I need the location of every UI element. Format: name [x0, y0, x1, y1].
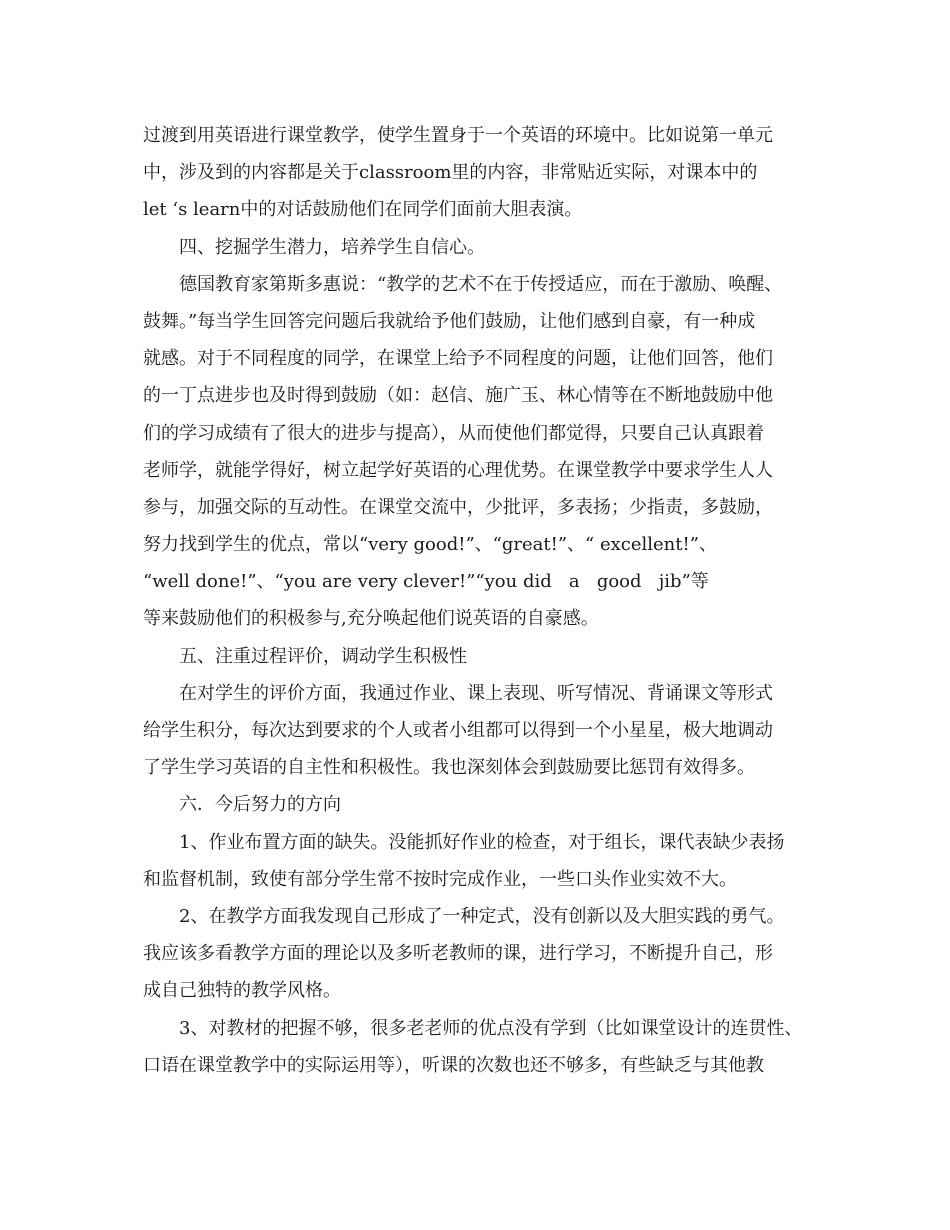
text-line: 在对学生的评价方面，我通过作业、课上表现、听写情况、背诵课文等形式	[179, 682, 773, 704]
text-line: 成自己独特的教学风格。	[143, 980, 341, 1002]
text-line: 3、对教材的把握不够，很多老老师的优点没有学到（比如课堂设计的连贯性、	[179, 1017, 803, 1039]
text-line: 给学生积分，每次达到要求的个人或者小组都可以得到一个小星星，极大地调动	[143, 720, 773, 741]
text-line: 鼓舞。”每当学生回答完问题后我就给予他们鼓励，让他们感到自豪，有一种成	[143, 310, 756, 332]
text-line: 努力找到学生的优点，常以“very good!”、“great!”、“ excellent!”、	[143, 534, 717, 556]
text-line: 参与，加强交际的互动性。在课堂交流中，少批评，多表扬；少指责，多鼓励，	[143, 496, 773, 518]
text-line: 中，涉及到的内容都是关于classroom里的内容，非常贴近实际，对课本中的	[143, 162, 758, 184]
text-line: 1、作业布置方面的缺失。没能抓好作业的检查，对于组长，课代表缺少表扬	[179, 831, 785, 853]
text-line: “well done!”、“you are very clever!”“you did a good jib”等	[143, 571, 709, 593]
section-heading: 六．今后努力的方向	[179, 794, 341, 816]
document-body	[143, 117, 813, 1084]
text-line: 老师学，就能学得好，树立起学好英语的心理优势。在课堂教学中要求学生人人	[143, 459, 773, 481]
text-line: 过渡到用英语进行课堂教学，使学生置身于一个英语的环境中。比如说第一单元	[143, 125, 773, 146]
text-line: 的一丁点进步也及时得到鼓励（如：赵信、施广玉、林心情等在不断地鼓励中他	[143, 385, 773, 407]
text-line: 2、在教学方面我发现自己形成了一种定式，没有创新以及大胆实践的勇气。	[179, 905, 785, 927]
text-line: let ‘s learn中的对话鼓励他们在同学们面前大胆表演。	[143, 199, 583, 221]
text-line: 和监督机制，致使有部分学生常不按时完成作业，一些口头作业实效不大。	[143, 868, 737, 890]
text-line: 了学生学习英语的自主性和积极性。我也深刻体会到鼓励要比惩罚有效得多。	[143, 757, 755, 779]
text-line: 们的学习成绩有了很大的进步与提高），从而使他们都觉得，只要自己认真跟着	[143, 422, 764, 444]
section-heading: 四、挖掘学生潜力，培养学生自信心。	[179, 236, 485, 258]
text-line: 我应该多看教学方面的理论以及多听老教师的课，进行学习，不断提升自己，形	[143, 943, 773, 965]
text-line: 就感。对于不同程度的同学，在课堂上给予不同程度的问题，让他们回答，他们	[143, 348, 773, 370]
text-line: 等来鼓励他们的积极参与,充分唤起他们说英语的自豪感。	[143, 608, 599, 630]
section-heading: 五、注重过程评价，调动学生积极性	[179, 645, 467, 667]
text-line: 口语在课堂教学中的实际运用等），听课的次数也还不够多，有些缺乏与其他教	[143, 1054, 764, 1076]
text-line: 德国教育家第斯多惠说：“教学的艺术不在于传授适应，而在于激励、唤醒、	[179, 273, 783, 295]
